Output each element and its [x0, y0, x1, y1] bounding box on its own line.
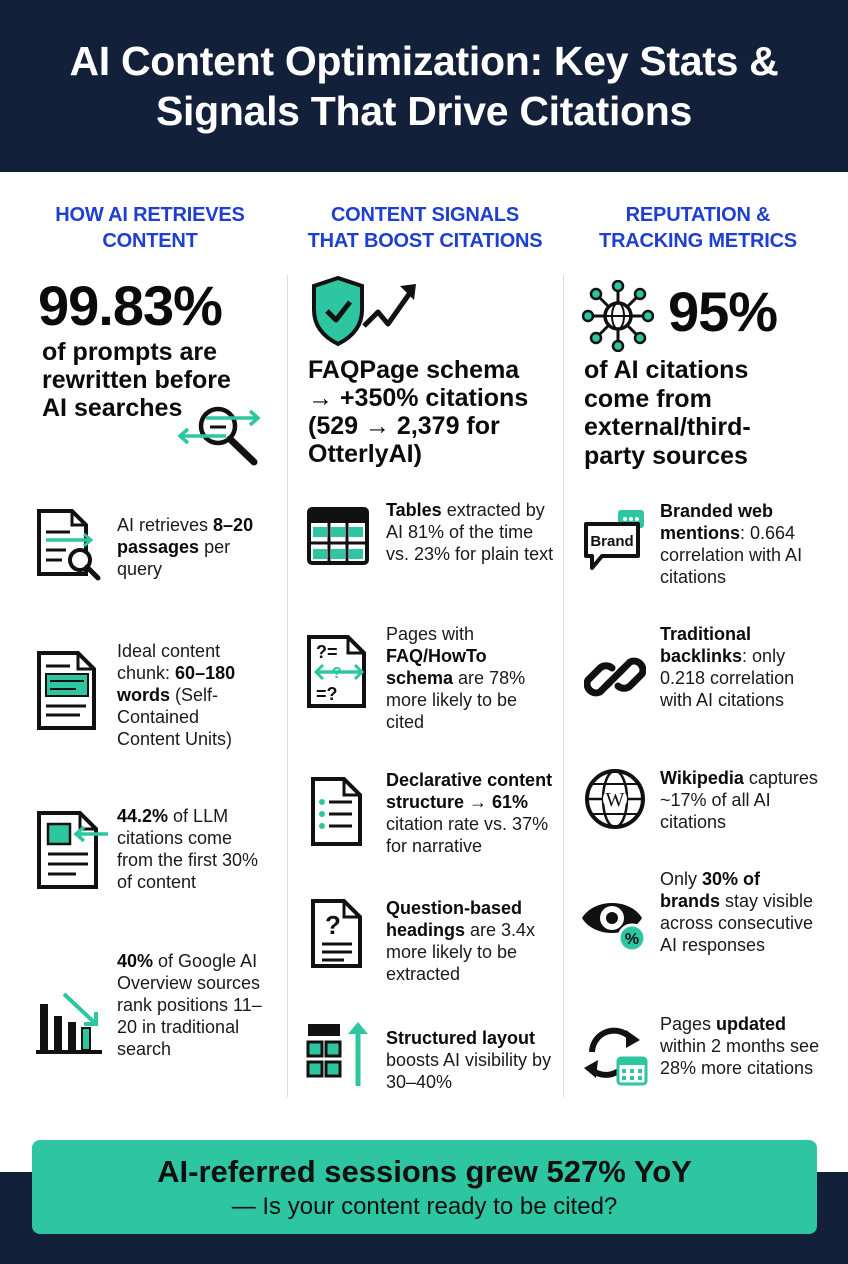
list-item: Traditional backlinks: only 0.218 correlation with AI citations: [660, 624, 795, 710]
list-item: 44.2% of LLM citations come from the first 30% of content: [117, 806, 259, 892]
table-icon: [306, 506, 370, 566]
cta-headline: AI-referred sessions grew 527% YoY: [157, 1154, 692, 1189]
cta-banner: [32, 1140, 817, 1234]
svg-text:?: ?: [325, 910, 341, 940]
list-item: Ideal content chunk: 60–180 words (Self-Contained Content Units): [117, 641, 236, 749]
list-item: Wikipedia captures ~17% of all AI citations: [660, 768, 818, 832]
column-heading-retrieval: HOW AI RETRIEVES CONTENT: [55, 204, 245, 252]
bar-chart-down-icon: [34, 990, 106, 1056]
faq-document-icon: [306, 634, 372, 710]
list-item: Branded web mentions: 0.664 correlation with AI citations: [660, 501, 803, 587]
list-item: AI retrieves 8–20 passages per query: [117, 515, 254, 579]
svg-text:%: %: [624, 931, 640, 948]
list-item: Tables extracted by AI 81% of the time vs. 23% for plain text: [386, 500, 554, 564]
column-heading-signals: CONTENT SIGNALS THAT BOOST CITATIONS: [307, 204, 543, 252]
stat-99-83-percent: 99.83%: [38, 274, 222, 337]
magnifier-arrows-icon: [176, 396, 262, 468]
column-heading-reputation: REPUTATION & TRACKING METRICS: [599, 204, 797, 252]
list-item: 40% of Google AI Overview sources rank positions 11–20 in traditional search: [117, 951, 262, 1059]
document-arrow-icon: [36, 810, 110, 890]
list-item: Question-based headings are 3.4x more likely to be extracted: [386, 898, 536, 984]
svg-text:?=: ?=: [316, 642, 338, 662]
chain-link-icon: [584, 646, 646, 708]
list-document-icon: [310, 776, 364, 848]
column-divider: [287, 275, 288, 1097]
svg-text:Brand: Brand: [590, 533, 634, 550]
globe-network-icon: [582, 280, 654, 352]
stat-95-percent: 95%: [668, 280, 778, 343]
stat-external-sources-text: of AI citations come from external/third- party sources: [584, 356, 751, 470]
list-item: Only 30% of brands stay visible across consecutive AI responses: [660, 869, 814, 955]
question-document-icon: [310, 898, 364, 970]
column-divider: [563, 275, 564, 1097]
brand-chat-icon: [582, 508, 648, 572]
document-search-icon: [36, 508, 102, 582]
document-chunk-icon: [36, 650, 98, 732]
svg-text:W: W: [605, 789, 625, 811]
wikipedia-globe-icon: [584, 768, 646, 830]
cta-subline: — Is your content ready to be cited?: [231, 1193, 618, 1220]
list-item: Structured layout boosts AI visibility by 30–40%: [386, 1028, 552, 1092]
layout-grid-icon: [306, 1020, 374, 1088]
list-item: Pages updated within 2 months see 28% more citations: [660, 1014, 820, 1078]
faqpage-schema-stat-text: FAQPage schema → +350% citations (529 → 2,379 for OtterlyAI): [308, 356, 529, 468]
list-item: Declarative content structure → 61% citation rate vs. 37% for narrative: [386, 770, 553, 856]
svg-text:=?: =?: [316, 684, 338, 704]
stat-prompts-rewritten-text: of prompts are rewritten before AI searches: [42, 338, 231, 422]
svg-text:?: ?: [332, 665, 342, 682]
list-item: Pages with FAQ/HowTo schema are 78% more likely to be cited: [386, 624, 526, 732]
shield-check-growth-icon: [308, 274, 420, 350]
eye-percent-icon: [580, 892, 650, 956]
refresh-calendar-icon: [582, 1024, 650, 1088]
header-banner: [0, 0, 848, 172]
page-title: AI Content Optimization: Key Stats & Signals That Drive Citations: [69, 38, 779, 134]
